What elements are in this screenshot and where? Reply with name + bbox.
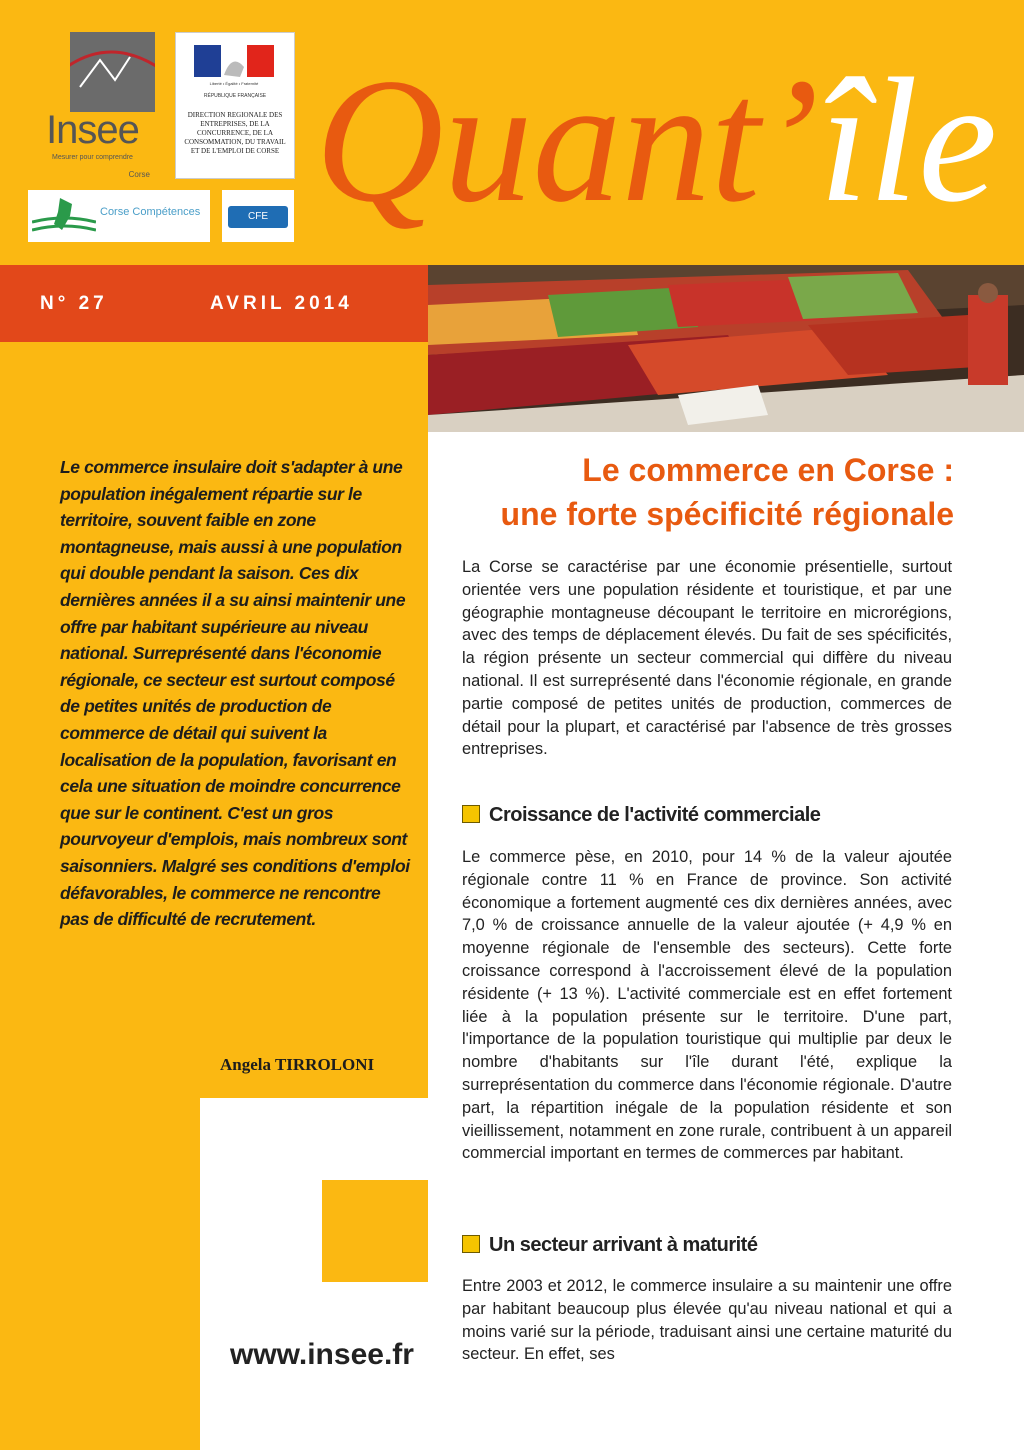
cfe-text: CFE bbox=[228, 206, 288, 228]
article bbox=[428, 432, 1024, 1450]
insee-swoosh-icon bbox=[70, 32, 155, 112]
article-title-line-1: Le commerce en Corse : bbox=[582, 452, 954, 488]
growth-paragraph: Le commerce pèse, en 2010, pour 14 % de la valeur ajoutée régionale contre 11 % en France de province. Son activité économique a fortement augmenté ces dix dernières années, avec 7,0 % de croissance annuelle de la valeur ajoutée (+ 4,9 % en moyenne régionale de l'ensemble des secteurs). Cette forte croissance correspond à l'accroissement élevé de la population résidente (+ 13 %). L'activité commerciale est en effet fortement liée à la population présente sur le territoire. D'une part, l'importance de la population touristique qui multiplie par deux le nombre d'habitants sur l'île durant l'été, explique la surreprésentation du commerce dans l'économie régionale. D'autre part, la répartition inégale de la population résidente et son vieillissement, notamment en zone rurale, contribuent à un appareil commercial important en termes de commerces par habitant. bbox=[462, 848, 952, 1163]
masthead-title bbox=[315, 40, 1015, 260]
insee-region: Corse bbox=[128, 170, 150, 179]
market-photo bbox=[428, 265, 1024, 432]
corse-competences-logo bbox=[28, 190, 210, 242]
decorative-square bbox=[322, 1180, 428, 1282]
section-heading-growth bbox=[462, 804, 820, 827]
insee-logo-mark bbox=[70, 32, 155, 112]
section-heading-text: Un secteur arrivant à maturité bbox=[489, 1234, 758, 1256]
direccte-name: DIRECTION REGIONALE DES ENTREPRISES, DE LA CONCURRENCE, DE LA CONSOMMATION, DU TRAVAIL ET DE L'EMPLOI DE CORSE bbox=[184, 111, 286, 155]
corse-island-icon bbox=[32, 194, 96, 238]
produce-stall-image bbox=[428, 265, 1024, 432]
article-title-line-2: une forte spécificité régionale bbox=[500, 496, 954, 532]
direccte-logo bbox=[175, 32, 295, 179]
section-heading-text: Croissance de l'activité commerciale bbox=[489, 804, 821, 826]
motto-text: Liberté • Égalité • Fraternité bbox=[209, 81, 259, 86]
article-title bbox=[458, 448, 954, 536]
issue-band bbox=[0, 265, 428, 342]
summary-text: Le commerce insulaire doit s'adapter à une population inégalement répartie sur le territoire, souvent faible en zone montagneuse, mais aussi à une population qui double pendant la saison. Ces dix dernières années il a su ainsi maintenir une offre par habitant supérieure au niveau national. Surreprésenté dans l'économie régionale, ce secteur est surtout composé de petites unités de production de commerce de détail qui suivent la localisation de la population, favorisant en cela une situation de moindre concurrence que sur le continent. C'est un gros pourvoyeur d'emplois, mais nombreux sont saisonniers. Malgré ses conditions d'emploi défavorables, le commerce ne rencontre pas de difficulté de recrutement. bbox=[60, 457, 410, 930]
insee-wordmark: Insee bbox=[46, 108, 139, 152]
corse-competences-text: Corse Compétences bbox=[100, 206, 201, 218]
masthead-title-part-1: Quant’ bbox=[315, 41, 820, 239]
cfe-logo bbox=[222, 190, 294, 242]
author-name: Angela TIRROLONI bbox=[220, 1055, 375, 1074]
masthead-band bbox=[0, 0, 1024, 265]
marianne-flag-icon bbox=[194, 45, 274, 87]
insee-logo bbox=[30, 30, 155, 180]
maturity-paragraph: Entre 2003 et 2012, le commerce insulaire a su maintenir une offre par habitant beaucoup plus élevée qu'au niveau national et qui a moins varié sur la période, traduisant ainsi une certaine maturité du secteur. En effet, ses bbox=[462, 1277, 952, 1364]
masthead-title-part-2: île bbox=[819, 41, 998, 239]
intro-paragraph: La Corse se caractérise par une économie présentielle, surtout orientée vers une population résidente et touristique, et par une géographie montagneuse découpant le territoire en microrégions, avec des temps de déplacement élevés. Du fait de ses spécificités, la région présente un secteur commercial qui diffère du niveau national. Il est surreprésenté dans l'économie régionale, en grande partie composé de petites unités de production, commerces de détail pour la plupart, et caractérisé par l'absence de très grosses entreprises. bbox=[462, 558, 952, 759]
section-bullet-icon bbox=[462, 1235, 480, 1253]
issue-date: AVRIL 2014 bbox=[210, 293, 353, 314]
section-bullet-icon bbox=[462, 805, 480, 823]
insee-tagline: Mesurer pour comprendre bbox=[52, 154, 133, 161]
republic-label: RÉPUBLIQUE FRANÇAISE bbox=[203, 93, 267, 99]
issue-number: N° 27 bbox=[40, 293, 108, 314]
website-link[interactable]: www.insee.fr bbox=[230, 1338, 414, 1371]
section-heading-maturity bbox=[462, 1234, 757, 1257]
